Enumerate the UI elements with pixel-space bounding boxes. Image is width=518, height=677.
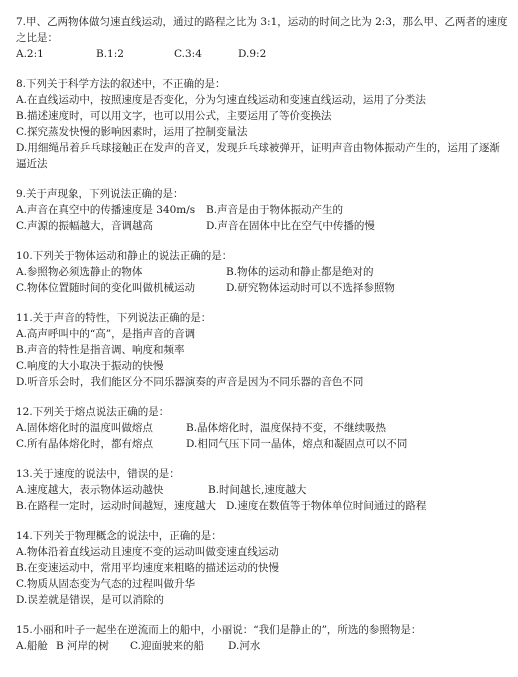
options-row <box>16 202 510 218</box>
question-stem: 10.下列关于物体运动和静止的说法正确的是： <box>16 250 233 262</box>
option-b-second: B.在路程一定时，运动时间越短，速度越大 <box>16 500 217 512</box>
question-stem: 11.关于声音的特性，下列说法正确的是： <box>16 312 212 324</box>
option-b: B.晶体熔化时，温度保持不变，不继续吸热 <box>186 422 387 434</box>
option-a: A.固体熔化时的温度叫做熔点 <box>16 422 153 434</box>
question-stem: 9.关于声现象，下列说法正确的是： <box>16 188 184 200</box>
options-row <box>16 46 510 62</box>
option-c: C.迎面驶来的船 <box>130 640 204 652</box>
question-8 <box>16 76 510 172</box>
options-row <box>16 420 510 436</box>
option-b: B.物体的运动和静止都是绝对的 <box>226 266 374 278</box>
options-row <box>16 436 510 452</box>
question-12 <box>16 404 510 452</box>
options-row <box>16 218 510 234</box>
option-d: D.河水 <box>228 640 261 652</box>
option-b: B.在变速运动中，常用平均速度来粗略的描述运动的快慢 <box>16 562 280 574</box>
question-stem: 8.下列关于科学方法的叙述中，不正确的是： <box>16 78 226 90</box>
option-d: D.听音乐会时，我们能区分不同乐器演奏的声音是因为不同乐器的音色不同 <box>16 376 364 388</box>
option-a: A.船舱 <box>16 640 48 652</box>
option-b: B.1:2 <box>96 48 124 60</box>
option-d: D.用细绳吊着乒乓球接触正在发声的音叉，发现乒乓球被弹开，证明声音由物体振动产生的，运用了逐渐逼近法 <box>16 142 500 170</box>
option-b: B 河岸的树 <box>56 640 110 652</box>
question-10 <box>16 248 510 296</box>
option-a: A.在直线运动中，按照速度是否变化，分为匀速直线运动和变速直线运动，运用了分类法 <box>16 94 426 106</box>
question-11 <box>16 310 510 390</box>
question-stem: 12.下列关于熔点说法正确的是： <box>16 406 170 418</box>
option-b: B.描述速度时，可以用文字，也可以用公式，主要运用了等价变换法 <box>16 110 332 122</box>
option-c: C.声源的振幅越大，音调越高 <box>16 220 153 232</box>
option-a: A.2:1 <box>16 48 44 60</box>
question-stem: 14.下列关于物理概念的说法中，正确的是： <box>16 530 222 542</box>
option-d: D.误差就是错误，是可以消除的 <box>16 594 164 606</box>
options-row <box>16 280 510 296</box>
option-c: C.3:4 <box>174 48 202 60</box>
question-stem: 7.甲、乙两物体做匀速直线运动，通过的路程之比为 3:1，运动的时间之比为 2:3，那么甲、乙两者的速度之比是： <box>16 16 508 44</box>
option-c: C.所有晶体熔化时，都有熔点 <box>16 438 153 450</box>
option-a: A.高声呼叫中的“高”，是指声音的音调 <box>16 328 196 340</box>
option-d: D.研究物体运动时可以不选择参照物 <box>226 282 395 294</box>
options-row <box>16 638 510 654</box>
option-b: B.声音的特性是指音调、响度和频率 <box>16 344 185 356</box>
option-c: C.响度的大小取决于振动的快慢 <box>16 360 164 372</box>
options-row <box>16 482 510 498</box>
question-7 <box>16 14 510 62</box>
question-stem: 13.关于速度的说法中，错误的是： <box>16 468 180 480</box>
option-b: B.时间越长,速度越大 <box>208 484 307 496</box>
option-d: D.相同气压下同一晶体，熔点和凝固点可以不同 <box>186 438 408 450</box>
options-row <box>16 264 510 280</box>
option-a: A.参照物必须选静止的物体 <box>16 266 143 278</box>
question-13 <box>16 466 510 514</box>
question-9 <box>16 186 510 234</box>
option-a: A.声音在真空中的传播速度是 340m/s <box>16 204 196 216</box>
exam-page <box>16 14 510 654</box>
option-c: C.物体位置随时间的变化叫做机械运动 <box>16 282 195 294</box>
option-d: D.9:2 <box>238 48 267 60</box>
options-row <box>16 498 510 514</box>
question-stem: 15.小丽和叶子一起坐在逆流而上的船中，小丽说：“我们是静止的”，所选的参照物是： <box>16 624 422 636</box>
option-c: C.探究蒸发快慢的影响因素时，运用了控制变量法 <box>16 126 248 138</box>
option-c: C.物质从固态变为气态的过程叫做升华 <box>16 578 195 590</box>
option-d: D.声音在固体中比在空气中传播的慢 <box>206 220 375 232</box>
option-b: B.声音是由于物体振动产生的 <box>206 204 344 216</box>
option-d: D.速度在数值等于物体单位时间通过的路程 <box>226 500 427 512</box>
option-a: A.物体沿着直线运动且速度不变的运动叫做变速直线运动 <box>16 546 279 558</box>
option-a: A.速度越大，表示物体运动越快 <box>16 484 164 496</box>
question-14 <box>16 528 510 608</box>
question-15 <box>16 622 510 654</box>
